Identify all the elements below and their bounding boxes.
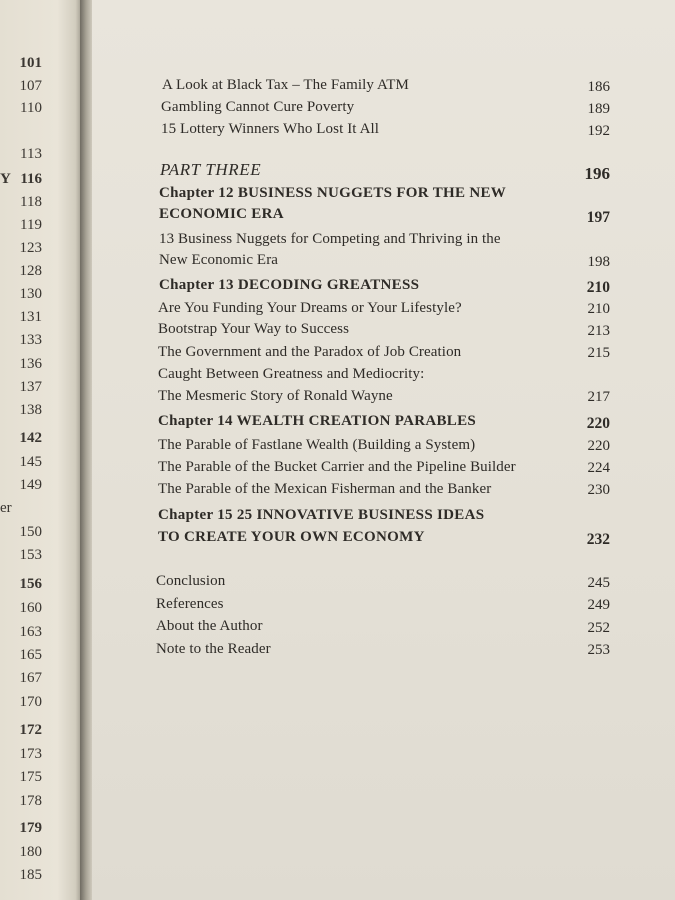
left-page-fragment: Y — [0, 171, 11, 187]
left-page-number: 113 — [20, 146, 42, 162]
left-page-number: 137 — [19, 379, 42, 395]
left-page-number: 153 — [19, 547, 42, 563]
left-page-number: 175 — [19, 769, 42, 785]
toc-entry-page: 252 — [587, 620, 610, 636]
toc-entry-page: 189 — [587, 101, 610, 117]
toc-entry-title: Caught Between Greatness and Mediocrity: — [158, 366, 425, 382]
chapter-heading-page: 197 — [586, 209, 610, 226]
toc-entry-page: 192 — [587, 123, 610, 139]
left-page-number: 116 — [20, 171, 42, 187]
left-page-number: 107 — [19, 78, 42, 94]
left-page-number: 170 — [19, 694, 42, 710]
toc-entry-title: Bootstrap Your Way to Success — [158, 321, 350, 337]
left-page-number: 110 — [20, 100, 42, 116]
left-page-number: 156 — [19, 576, 42, 592]
toc-entry-page: 249 — [587, 597, 610, 613]
toc-entry-title-line2: The Mesmeric Story of Ronald Wayne — [158, 388, 393, 404]
chapter-heading-line2: ECONOMIC ERA — [159, 206, 284, 222]
toc-entry-title: The Parable of the Mexican Fisherman and the Banker — [158, 481, 492, 497]
left-page-number: 172 — [19, 722, 42, 738]
chapter-heading: Chapter 13 DECODING GREATNESS — [159, 277, 420, 293]
toc-entry-page: 215 — [587, 345, 610, 361]
toc-entry-title: Note to the Reader — [156, 641, 271, 657]
left-page-number: 128 — [19, 263, 42, 279]
chapter-heading: Chapter 12 BUSINESS NUGGETS FOR THE NEW — [159, 185, 507, 201]
left-page-number: 179 — [19, 820, 42, 836]
part-heading: PART THREE — [160, 160, 262, 179]
left-page-number: 149 — [19, 477, 42, 493]
left-page-number: 131 — [19, 309, 42, 325]
left-page-number: 118 — [20, 194, 42, 210]
left-page-number: 133 — [19, 332, 42, 348]
chapter-heading-page: 232 — [586, 531, 610, 548]
left-page-number: 150 — [19, 524, 42, 540]
left-page-number: 167 — [19, 670, 42, 686]
chapter-heading: Chapter 14 WEALTH CREATION PARABLES — [158, 413, 477, 429]
toc-entry-title: About the Author — [156, 618, 263, 634]
toc-entry-page: 245 — [587, 575, 610, 591]
toc-entry-page: 224 — [587, 460, 610, 476]
left-page-number: 178 — [19, 793, 42, 809]
toc-entry-page: 253 — [587, 642, 610, 658]
toc-entry-title: 13 Business Nuggets for Competing and Thriving in the — [159, 231, 501, 247]
toc-entry-title: 15 Lottery Winners Who Lost It All — [161, 121, 380, 137]
chapter-heading: Chapter 15 25 INNOVATIVE BUSINESS IDEAS — [158, 507, 485, 523]
toc-entry-page: 217 — [587, 389, 610, 405]
toc-entry-title: The Government and the Paradox of Job Creation — [158, 344, 462, 360]
left-page-number: 165 — [19, 647, 42, 663]
toc-entry-title: Gambling Cannot Cure Poverty — [161, 99, 355, 115]
left-page-number: 138 — [19, 402, 42, 418]
toc-entry-page: 220 — [587, 438, 610, 454]
left-page-number: 101 — [19, 55, 42, 71]
left-page-number: 145 — [19, 454, 42, 470]
chapter-heading-page: 220 — [586, 415, 610, 432]
toc-entry-title: References — [156, 596, 224, 612]
left-page-number: 136 — [19, 356, 42, 372]
toc-entry-title: The Parable of Fastlane Wealth (Building a System) — [158, 437, 476, 453]
toc-entry-page: 230 — [587, 482, 610, 498]
left-page-number: 123 — [19, 240, 42, 256]
chapter-heading-line2: TO CREATE YOUR OWN ECONOMY — [158, 529, 425, 545]
chapter-heading-page: 210 — [586, 279, 610, 296]
toc-entry-title-line2: New Economic Era — [159, 252, 279, 268]
toc-entry-title: The Parable of the Bucket Carrier and the Pipeline Builder — [158, 459, 516, 475]
toc-entry-page: 210 — [587, 301, 610, 317]
left-page-number: 142 — [19, 430, 42, 446]
toc-entry-page: 213 — [587, 323, 610, 339]
toc-entry-page: 198 — [587, 254, 610, 270]
toc-entry-title: Are You Funding Your Dreams or Your Lifestyle? — [158, 300, 462, 316]
left-page-number: 173 — [19, 746, 42, 762]
left-page-number: 130 — [19, 286, 42, 302]
left-page-number: 180 — [19, 844, 42, 860]
left-page — [0, 0, 82, 900]
left-page-fragment: er — [0, 500, 12, 516]
left-page-number: 163 — [19, 624, 42, 640]
toc-entry-title: A Look at Black Tax – The Family ATM — [162, 77, 409, 93]
toc-entry-page: 186 — [587, 79, 610, 95]
left-page-number: 185 — [19, 867, 42, 883]
part-heading-page: 196 — [584, 164, 610, 183]
toc-entry-title: Conclusion — [156, 573, 226, 589]
left-page-number: 160 — [19, 600, 42, 616]
left-page-number: 119 — [20, 217, 42, 233]
